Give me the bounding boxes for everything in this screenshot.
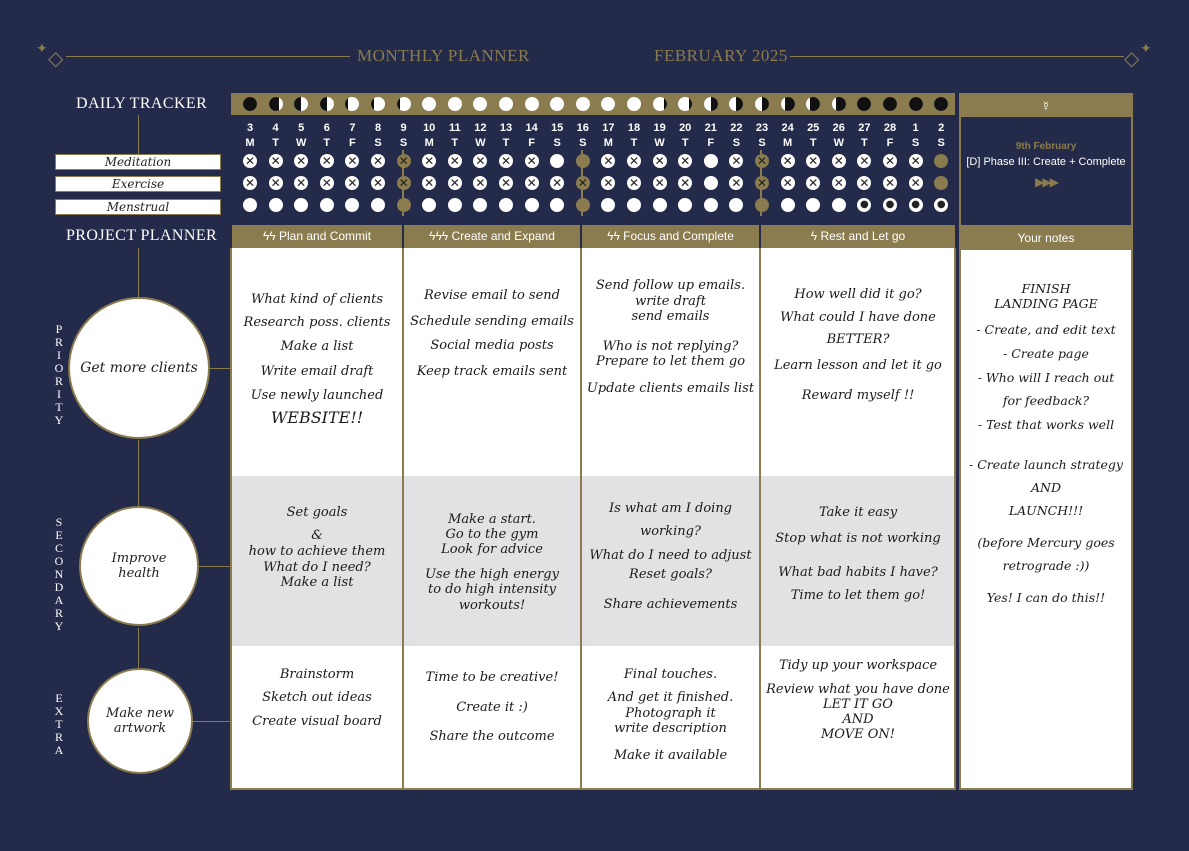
planner-note: Write email draft — [260, 364, 374, 379]
moon-phase-icon — [448, 97, 462, 111]
day-number: 24 — [781, 122, 794, 134]
weekday-label: S — [732, 137, 741, 149]
moon-phase-icon — [909, 97, 923, 111]
exercise-checkbox[interactable]: ✕ — [833, 176, 844, 190]
day-number: 15 — [551, 122, 564, 134]
note-line: LAUNCH!!! — [1008, 503, 1084, 518]
section-label: S E C O N D A R Y — [54, 515, 64, 633]
tracker-label-menstrual: Menstrual — [55, 199, 221, 215]
phase-column-label: Focus and Complete — [623, 229, 734, 243]
exercise-checkbox[interactable]: ✕ — [449, 176, 460, 190]
menstrual-checkbox[interactable] — [320, 198, 334, 212]
planner-note: Set goals — [286, 505, 348, 520]
weekday-label: T — [809, 137, 817, 149]
planner-note: to do high intensity — [427, 582, 557, 597]
meditation-checkbox[interactable]: ✕ — [654, 154, 665, 168]
header-divider-left — [66, 56, 350, 57]
menstrual-checkbox[interactable] — [345, 198, 359, 212]
day-number: 5 — [298, 122, 305, 134]
header-divider-right — [790, 56, 1124, 57]
note-line: - Create page — [1003, 346, 1089, 361]
weekday-label: T — [451, 137, 459, 149]
menstrual-checkbox[interactable] — [781, 198, 795, 212]
planner-note: Share achievements — [603, 597, 738, 612]
moon-phase-band — [231, 93, 955, 115]
planner-note: Tidy up your workspace — [778, 658, 938, 673]
menstrual-checkbox[interactable] — [755, 198, 769, 212]
exercise-checkbox[interactable]: ✕ — [296, 176, 307, 190]
exercise-checkbox[interactable]: ✕ — [577, 176, 588, 190]
moon-phase-icon — [627, 97, 641, 111]
meditation-checkbox[interactable]: ✕ — [424, 154, 435, 168]
moon-phase-icon — [934, 97, 948, 111]
day-number: 3 — [246, 122, 254, 134]
goal-circle[interactable] — [68, 297, 210, 439]
exercise-checkbox[interactable]: ✕ — [244, 176, 256, 190]
notes-title: Your notes — [961, 227, 1131, 250]
meditation-checkbox[interactable]: ✕ — [603, 154, 614, 168]
exercise-checkbox[interactable]: ✕ — [372, 176, 384, 190]
phase-column-header — [404, 225, 580, 248]
menstrual-checkbox[interactable] — [729, 198, 743, 212]
meditation-checkbox[interactable]: ✕ — [500, 154, 512, 168]
meditation-checkbox[interactable]: ✕ — [449, 154, 460, 168]
moon-phase-icon — [704, 97, 718, 111]
menstrual-checkbox[interactable] — [422, 198, 436, 212]
planner-note: Create it :) — [456, 700, 528, 715]
planner-note: working? — [640, 524, 701, 539]
page-title: MONTHLY PLANNER — [357, 46, 530, 65]
planner-note: Use the high energy — [425, 567, 559, 582]
planner-note: Send follow up emails. — [595, 278, 746, 293]
weekday-label: T — [681, 137, 689, 149]
exercise-checkbox[interactable]: ✕ — [756, 176, 768, 190]
planner-note: Make a start. — [448, 512, 536, 527]
planner-note: Who is not replying? — [602, 339, 739, 354]
weekday-label: T — [502, 137, 510, 149]
planner-note: Share the outcome — [429, 729, 555, 744]
planner-note: & — [311, 528, 323, 543]
menstrual-checkbox[interactable] — [499, 198, 513, 212]
diamond-icon: ◇ — [1124, 48, 1140, 70]
planner-note: Time to be creative! — [425, 670, 559, 685]
planner-note: Final touches. — [623, 667, 718, 682]
note-line: - Create launch strategy — [969, 457, 1123, 472]
exercise-checkbox[interactable] — [704, 176, 718, 190]
weekday-label: W — [833, 137, 844, 149]
moon-phase-icon — [320, 97, 334, 111]
day-number: 7 — [349, 122, 356, 134]
menstrual-checkbox[interactable]: ● — [934, 198, 948, 212]
weekday-label: T — [861, 137, 868, 149]
menstrual-checkbox[interactable]: ● — [857, 198, 871, 212]
day-number: 9 — [400, 122, 407, 134]
tracker-title: DAILY TRACKER — [76, 95, 208, 112]
weekday-label: F — [707, 137, 715, 149]
exercise-checkbox[interactable]: ✕ — [808, 176, 819, 190]
day-number: 23 — [755, 122, 769, 134]
moon-phase-icon — [269, 97, 283, 111]
sparkle-icon: ✦ — [1140, 40, 1152, 56]
menstrual-checkbox[interactable] — [806, 198, 820, 212]
meditation-checkbox[interactable] — [576, 154, 590, 168]
connector-line — [138, 440, 139, 506]
section-label: E X T R A — [54, 691, 64, 757]
weekday-label: T — [272, 137, 279, 149]
day-number: 20 — [679, 122, 692, 134]
menstrual-checkbox[interactable] — [653, 198, 667, 212]
phase-column-header — [582, 225, 759, 248]
menstrual-checkbox[interactable] — [601, 198, 615, 212]
day-number: 4 — [272, 122, 279, 134]
weekday-label: F — [528, 137, 535, 149]
menstrual-checkbox[interactable]: ● — [883, 198, 897, 212]
day-number: 13 — [499, 122, 513, 134]
moon-phase-icon — [371, 97, 385, 111]
planner-note: Reward myself !! — [801, 388, 915, 403]
exercise-checkbox[interactable]: ✕ — [680, 176, 691, 190]
goal-text: Get more clients — [80, 360, 198, 376]
menstrual-checkbox[interactable] — [576, 198, 590, 212]
moon-phase-icon — [755, 97, 769, 111]
planner-note: send emails — [631, 309, 710, 324]
weekday-label: S — [937, 137, 945, 149]
meditation-checkbox[interactable]: ✕ — [347, 154, 358, 168]
weekday-label: W — [654, 137, 665, 149]
weekday-label: S — [758, 137, 766, 149]
note-line: for feedback? — [1002, 393, 1090, 408]
moon-phase-icon — [678, 97, 692, 111]
meditation-checkbox[interactable]: ✕ — [833, 154, 844, 168]
meditation-checkbox[interactable] — [934, 154, 948, 168]
planner-note: What bad habits I have? — [778, 565, 938, 580]
moon-phase-icon — [883, 97, 897, 111]
planner-note: how to achieve them — [248, 544, 386, 559]
day-number: 14 — [525, 122, 538, 134]
meditation-checkbox[interactable]: ✕ — [859, 154, 870, 168]
goal-text: Improve health — [111, 551, 167, 581]
planner-title: PROJECT PLANNER — [66, 227, 218, 244]
weekday-label: F — [349, 137, 356, 149]
planner-note: Stop what is not working — [775, 531, 941, 546]
menstrual-checkbox[interactable] — [397, 198, 411, 212]
planner-note: Social media posts — [430, 338, 554, 353]
exercise-checkbox[interactable]: ✕ — [603, 176, 614, 190]
phase-column-header — [232, 225, 402, 248]
exercise-checkbox[interactable]: ✕ — [884, 176, 896, 190]
note-line: - Create, and edit text — [976, 322, 1116, 337]
planner-note: Time to let them go! — [790, 588, 926, 603]
exercise-checkbox[interactable]: ✕ — [526, 176, 537, 190]
moon-phase-icon — [576, 97, 590, 111]
goal-circle[interactable] — [79, 506, 199, 626]
weekday-label: M — [603, 137, 613, 149]
planner-note: Update clients emails list — [586, 381, 755, 396]
planner-note: Learn lesson and let it go — [774, 358, 942, 373]
lightning-icon: ϟϟ — [607, 229, 624, 243]
day-number: 18 — [627, 122, 641, 134]
meditation-checkbox[interactable]: ✕ — [244, 154, 256, 168]
meditation-checkbox[interactable]: ✕ — [296, 154, 307, 168]
exercise-checkbox[interactable]: ✕ — [500, 176, 512, 190]
menstrual-checkbox[interactable]: ● — [909, 198, 923, 212]
planner-note: LET IT GO — [823, 697, 893, 712]
planner-note: Photograph it — [625, 706, 716, 721]
weekday-label: T — [323, 137, 331, 149]
planner-note: write description — [614, 721, 727, 736]
exercise-checkbox[interactable]: ✕ — [859, 176, 870, 190]
exercise-checkbox[interactable]: ✕ — [782, 176, 793, 190]
tracker-label-exercise: Exercise — [55, 176, 221, 192]
meditation-checkbox[interactable] — [550, 154, 564, 168]
goal-connector — [208, 368, 230, 369]
tracker-label-meditation: Meditation — [55, 154, 221, 170]
menstrual-checkbox[interactable] — [704, 198, 718, 212]
day-number: 26 — [832, 122, 845, 134]
weekday-label: S — [911, 137, 920, 149]
day-number: 6 — [323, 122, 330, 134]
menstrual-checkbox[interactable] — [243, 198, 257, 212]
planner-note: What could I have done — [780, 310, 936, 325]
exercise-checkbox[interactable]: ✕ — [731, 176, 742, 190]
moon-phase-icon — [832, 97, 846, 111]
meditation-checkbox[interactable] — [704, 154, 718, 168]
side-phase: [D] Phase III: Create + Complete — [966, 156, 1126, 168]
diamond-icon: ◇ — [48, 48, 64, 70]
note-line: retrograde :)) — [1002, 558, 1090, 573]
note-line: LANDING PAGE — [994, 296, 1098, 311]
exercise-checkbox[interactable]: ✕ — [552, 176, 563, 190]
note-line: AND — [1031, 480, 1061, 495]
planner-cell[interactable] — [404, 476, 580, 646]
exercise-checkbox[interactable]: ✕ — [270, 176, 281, 190]
weekday-label: S — [553, 137, 561, 149]
meditation-checkbox[interactable]: ✕ — [680, 154, 691, 168]
day-number: 17 — [602, 122, 615, 134]
arrows-icon: ▶▶▶ — [1035, 175, 1057, 189]
note-line: FINISH — [1021, 281, 1071, 296]
day-number: 11 — [448, 122, 461, 134]
planner-cell[interactable] — [761, 476, 955, 646]
lightning-icon: ϟ — [810, 229, 821, 243]
menstrual-checkbox[interactable] — [525, 198, 539, 212]
day-number: 1 — [912, 122, 919, 134]
meditation-checkbox[interactable]: ✕ — [526, 154, 537, 168]
note-line: Yes! I can do this!! — [986, 590, 1106, 605]
sparkle-icon: ✦ — [36, 40, 48, 56]
day-number: 21 — [704, 122, 717, 134]
day-number: 25 — [807, 122, 820, 134]
day-number: 28 — [883, 122, 897, 134]
planner-note: What kind of clients — [250, 292, 384, 307]
planner-cell[interactable] — [404, 248, 580, 476]
lightning-icon: ϟϟϟ — [429, 229, 452, 243]
planner-note: write draft — [635, 294, 706, 309]
day-number: 19 — [653, 122, 666, 134]
menstrual-checkbox[interactable] — [473, 198, 487, 212]
weekday-label: S — [579, 137, 587, 149]
planner-note: Sketch out ideas — [262, 690, 372, 705]
exercise-checkbox[interactable]: ✕ — [654, 176, 665, 190]
month-label: FEBRUARY 2025 — [654, 46, 788, 65]
connector-line — [138, 248, 139, 298]
day-number: 22 — [730, 122, 743, 134]
weekday-label: M — [245, 137, 255, 149]
meditation-checkbox[interactable]: ✕ — [321, 154, 332, 168]
weekday-label: S — [374, 137, 382, 149]
note-line: - Test that works well — [977, 417, 1115, 432]
weekday-label: W — [295, 137, 307, 149]
moon-phase-icon — [857, 97, 871, 111]
menstrual-checkbox[interactable] — [448, 198, 462, 212]
planner-note: Use newly launched — [250, 388, 384, 403]
phase-column-header — [761, 225, 955, 248]
exercise-checkbox[interactable] — [934, 176, 948, 190]
exercise-checkbox[interactable]: ✕ — [910, 176, 921, 190]
planner-cell[interactable] — [232, 248, 402, 476]
planner-note: Keep track emails sent — [416, 364, 568, 379]
moon-phase-icon — [243, 97, 257, 111]
lightning-icon: ϟϟ — [262, 229, 279, 243]
weekday-label: M — [424, 137, 434, 149]
exercise-checkbox[interactable]: ✕ — [398, 176, 409, 190]
moon-phase-icon — [397, 97, 411, 111]
planner-note: Prepare to let them go — [595, 354, 746, 369]
moon-phase-icon — [781, 97, 795, 111]
connector-line — [138, 628, 139, 668]
day-number: 2 — [938, 122, 945, 134]
goal-text: Make new artwork — [106, 706, 174, 736]
exercise-checkbox[interactable]: ✕ — [321, 176, 332, 190]
note-line: - Who will I reach out — [977, 370, 1115, 385]
planner-note: Take it easy — [818, 505, 898, 520]
moon-phase-icon — [729, 97, 743, 111]
weekday-label: S — [399, 137, 408, 149]
planner-note: Is what am I doing — [608, 501, 733, 516]
menstrual-checkbox[interactable] — [627, 198, 641, 212]
connector-line — [138, 115, 139, 155]
day-number: 10 — [423, 122, 436, 134]
planner-note: Make it available — [613, 748, 728, 763]
mercury-icon: ☿ — [961, 95, 1131, 117]
planner-note: Revise email to send — [424, 288, 560, 303]
moon-phase-icon — [499, 97, 513, 111]
meditation-checkbox[interactable]: ✕ — [756, 154, 768, 168]
meditation-checkbox[interactable]: ✕ — [884, 154, 896, 168]
planner-note: Look for advice — [441, 542, 543, 557]
meditation-checkbox[interactable]: ✕ — [398, 154, 409, 168]
day-number: 16 — [576, 122, 589, 134]
weekday-label: W — [475, 137, 486, 149]
planner-note: Create visual board — [252, 714, 382, 729]
side-date: 9th February — [1015, 141, 1077, 152]
meditation-checkbox[interactable]: ✕ — [475, 154, 486, 168]
phase-column-label: Plan and Commit — [279, 229, 372, 243]
planner-cell[interactable] — [404, 646, 580, 789]
planner-note: What do I need? — [263, 560, 371, 575]
meditation-checkbox[interactable]: ✕ — [270, 154, 281, 168]
exercise-checkbox[interactable]: ✕ — [628, 176, 640, 190]
exercise-checkbox[interactable]: ✕ — [347, 176, 358, 190]
moon-phase-icon — [653, 97, 667, 111]
meditation-checkbox[interactable]: ✕ — [910, 154, 921, 168]
phase-column-label: Create and Expand — [451, 229, 555, 243]
planner-note: Reset goals? — [629, 567, 712, 582]
planner-note: workouts! — [458, 598, 526, 613]
exercise-checkbox[interactable]: ✕ — [424, 176, 435, 190]
menstrual-checkbox[interactable] — [832, 198, 846, 212]
menstrual-checkbox[interactable] — [269, 198, 283, 212]
planner-note: Make a list — [280, 575, 354, 590]
planner-note: And get it finished. — [607, 690, 734, 705]
planner-note: How well did it go? — [794, 287, 922, 302]
day-number: 27 — [858, 122, 871, 134]
weekday-label: T — [630, 137, 638, 149]
goal-connector — [191, 721, 230, 722]
weekday-label: M — [783, 137, 793, 149]
planner-note: AND — [842, 712, 874, 727]
planner-note: BETTER? — [826, 332, 890, 347]
day-number: 12 — [474, 122, 487, 134]
planner-note: MOVE ON! — [820, 727, 895, 742]
goal-connector — [197, 566, 230, 567]
menstrual-checkbox[interactable] — [678, 198, 692, 212]
moon-phase-icon — [525, 97, 539, 111]
weekday-label: F — [886, 137, 894, 149]
menstrual-checkbox[interactable] — [550, 198, 564, 212]
day-number: 8 — [374, 122, 382, 134]
planner-note: Go to the gym — [445, 527, 539, 542]
planner-note: Research poss. clients — [243, 315, 391, 330]
planner-note: WEBSITE!! — [270, 408, 364, 427]
moon-phase-icon — [806, 97, 820, 111]
planner-note: Make a list — [280, 339, 354, 354]
planner-note: Review what you have done — [766, 682, 950, 697]
section-label: P R I O R I T Y — [54, 322, 64, 427]
goal-circle[interactable] — [87, 668, 193, 774]
meditation-checkbox[interactable]: ✕ — [731, 154, 742, 168]
side-panel — [959, 93, 1133, 790]
meditation-checkbox[interactable]: ✕ — [782, 154, 793, 168]
meditation-checkbox[interactable]: ✕ — [808, 154, 819, 168]
planner-bottom-border — [230, 788, 956, 790]
menstrual-checkbox[interactable] — [371, 198, 385, 212]
phase-column-label: Rest and Let go — [820, 229, 906, 243]
exercise-checkbox[interactable]: ✕ — [475, 176, 486, 190]
planner-note: Schedule sending emails — [410, 314, 574, 329]
note-line: (before Mercury goes — [977, 535, 1115, 550]
meditation-checkbox[interactable]: ✕ — [372, 154, 384, 168]
planner-note: Brainstorm — [279, 667, 355, 682]
planner-note: What do I need to adjust — [589, 548, 752, 563]
meditation-checkbox[interactable]: ✕ — [628, 154, 640, 168]
menstrual-checkbox[interactable] — [294, 198, 308, 212]
